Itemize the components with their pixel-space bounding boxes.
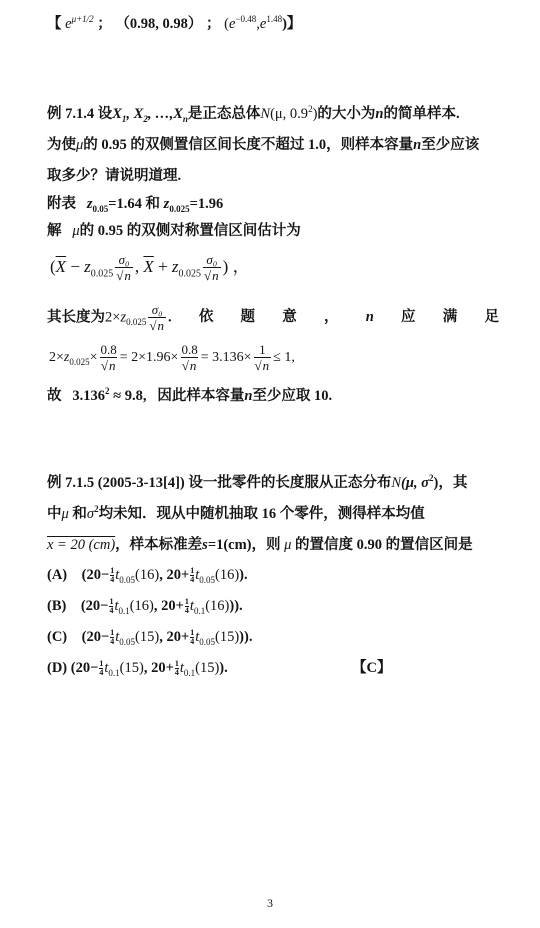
text: 是正态总体 [187,106,261,122]
subscript: 0.1 [108,667,120,678]
e-base: e [65,16,72,32]
t-symbol: t [115,567,120,583]
mu-symbol: μ [76,137,84,153]
mu-symbol: μ [72,223,80,239]
text: , 20+ [153,598,184,614]
paren-open: ( [224,16,229,32]
subscript: 0.025 [69,356,90,367]
numerator: 1 [190,628,195,638]
text: )，其 [433,475,468,491]
sigma-over-sqrt-n: $\frac{\text{σ₀}}{√n}$ [149,302,164,333]
subscript: 0.025 [90,268,114,280]
subscript: 0.05 [199,574,215,585]
ex714-line2 [47,135,479,155]
t-symbol: t [114,598,119,614]
frac-1-4 [99,660,103,677]
df: (16) [129,598,154,614]
text: ，样本标准差 [115,537,203,553]
minus: − [70,257,80,276]
top-answer-line [47,14,301,34]
text: 的置信度 0.90 的置信区间是 [295,537,473,553]
normal-params: (μ, σ [401,475,429,491]
subscript: 0.025 [126,317,147,328]
page-number: 3 [267,896,273,910]
radicand: n [124,268,131,284]
z-symbol: z [84,257,91,276]
frac-08-sqrt-n: $\frac{0.8}{√n}$ [181,341,198,373]
frac-1-4 [109,598,113,615]
superscript: 2 [105,386,110,397]
n-symbol: n [244,388,253,404]
radicand: n [157,318,164,333]
text: 题 [240,309,256,325]
comma: , [134,257,140,276]
z-symbol: z [120,309,127,326]
answer-text: 【C】 [352,660,392,676]
text: ). [239,567,248,583]
option-label: (B) [47,598,67,614]
text: , 20+ [159,629,190,645]
e-exponent: μ+1/2 [71,14,94,25]
ex715-line2 [47,504,425,524]
text: 均未知．现从中随机抽取 16 个零件，测得样本均值 [98,506,425,522]
length-line-justified [47,302,499,334]
sigma-symbol: σ [86,506,95,522]
superscript: 2 [308,104,313,115]
table-label: 附表 [47,196,76,212]
frac-1-4 [185,598,189,615]
z-symbol: z [63,350,70,365]
frac-1-4 [190,567,194,584]
radicand: n [108,357,116,373]
z-symbol: z [163,196,170,212]
numerator: 1 [184,597,189,607]
s-symbol: s [202,537,208,553]
radicand: n [212,268,219,284]
inequality-formula [49,341,295,375]
xbar-equation [47,537,115,553]
denominator: 4 [190,637,195,647]
length-expression: 其长度为$2\times z_{0.025}$ $\frac{\text{σ₀}}{√n}$ . [47,302,172,333]
denominator: 4 [109,606,114,616]
sample-vars: $X_1$, $X_2$, $\dots,X_n$ [112,106,188,124]
sigma-over-sqrt-n: $\frac{\text{σ₀}}{√n}$ [204,252,219,284]
comma: , [256,16,260,32]
numerator: 1 [174,659,179,669]
df: (16) [214,567,240,583]
superscript: 2 [429,473,434,484]
length-line [47,302,499,334]
text: (20− [80,598,109,614]
normal-params: (μ, 0.9 [270,106,309,122]
subscript: 0.05 [92,203,109,214]
subscript: 0.1 [193,605,206,616]
value: =1.64 [108,196,142,212]
text: 设 [97,106,113,122]
text: 故 [47,388,62,404]
option-b [47,596,243,616]
subscript: 0.05 [119,574,136,585]
value: 2× [105,309,121,326]
text: 的简单样本. [383,106,460,122]
text: , 20+ [159,567,190,583]
numerator: 1 [109,597,114,607]
option-label: (D) [47,660,68,676]
text: ≤ 1, [273,350,295,365]
normal-symbol: N [391,475,402,491]
denominator: 4 [99,668,104,678]
option-c [47,627,252,647]
text: 和 [145,196,161,212]
text: 满 [442,309,458,325]
text: 的 0.95 的双侧对称置信区间估计为 [79,223,301,239]
option-a [47,565,248,585]
numerator: 1 [99,659,104,669]
denominator: 4 [110,575,115,585]
source-ref: (2005-3-13[4]) [97,475,185,491]
superscript: 2 [94,504,99,515]
z-symbol: z [171,257,179,276]
ex715-line3 [47,535,473,555]
text: (20− [70,660,99,676]
normal-symbol: N [260,106,271,122]
e-base: e [229,16,236,32]
answer-label [352,658,391,678]
text: )). [239,629,253,645]
text: = 2×1.96× [119,350,179,365]
text: 至少应该 [421,137,480,153]
n-symbol: n [375,106,384,122]
ex715-line1 [47,473,467,493]
text: (20− [81,629,110,645]
text: , 20+ [143,660,174,676]
e-base: e [259,16,267,32]
text: 因此样本容量 [157,388,245,404]
paren: ) [312,106,318,122]
numerator: 0.8 [181,341,198,357]
xbar-symbol: $\overline{X}$ [143,257,154,276]
xbar-value: x = 20 (cm) [47,537,116,553]
df: (15) [214,629,240,645]
denominator: 4 [190,575,195,585]
text: ). [219,660,228,676]
numerator: 1 [110,566,115,576]
numerator: σ₀ [118,252,130,268]
option-label: (C) [47,629,68,645]
ex714-line1 [47,104,460,124]
text: 足 [484,309,499,325]
subscript: 0.1 [118,605,130,616]
value: 3.136 [72,388,105,404]
text: = 3.136× [200,350,252,365]
ex714-table-line [47,194,223,214]
n-symbol: n [365,309,374,325]
n-symbol: n [413,137,422,153]
separator: ； [206,16,221,32]
mu-symbol: μ [61,506,69,522]
subscript: 0.025 [178,268,202,280]
text: 依 [198,309,214,325]
t-symbol: t [179,660,184,676]
subscript: 0.1 [183,667,196,678]
subscript: 0.05 [199,636,215,647]
text: 至少应取 10. [252,388,333,404]
mu-symbol: μ [284,537,292,553]
text: 的大小为 [317,106,376,122]
frac-1-4 [175,660,179,677]
text: 其长度为 [47,309,105,326]
exponent-2: 1.48 [266,14,283,25]
radicand: n [189,357,197,373]
frac-1-4 [110,567,114,584]
text: ≈ 9.8, [113,388,147,404]
text: 和 [72,506,87,522]
conclusion-line [47,386,332,406]
text: 意 [282,309,297,325]
value: =1.96 [189,196,224,212]
subscript: 0.025 [169,203,190,214]
t-symbol: t [115,629,120,645]
text: 中 [47,506,62,522]
numerator: 1 [190,566,195,576]
text: 应 [401,309,416,325]
separator: ； [97,16,112,32]
xbar-symbol: $\overline{X}$ [55,257,67,276]
paren: ) [222,257,229,276]
pair-value: （0.98, 0.98） [115,16,203,32]
numerator: σ₀ [151,302,163,317]
df: (15) [135,629,160,645]
option-d [47,658,399,678]
df: (16) [205,598,230,614]
plus: + [158,257,168,276]
paren: ( [50,257,56,276]
option-label: (A) [47,567,68,583]
ex714-solution-line [47,221,301,241]
frac-1-4 [190,629,194,646]
bracket-open: 【 [47,16,62,32]
df: (15) [195,660,220,676]
subscript: 0.05 [119,636,136,647]
sigma-over-sqrt-n: $\frac{\text{σ₀}}{√n}$ [116,252,131,284]
text: 为使 [47,137,76,153]
frac-08-sqrt-n: $\frac{0.8}{√n}$ [100,341,117,373]
ex714-line3 [47,166,181,186]
df: (15) [119,660,144,676]
text: 设一批零件的长度服从正态分布 [188,475,392,491]
example-label: 例 7.1.5 [47,475,95,491]
z-symbol: z [86,196,93,212]
bracket-close: )】 [282,16,302,32]
t-symbol: t [104,660,109,676]
solution-label: 解 [47,223,62,239]
numerator: 0.8 [100,341,117,357]
value: 2× [49,350,64,365]
radicand: n [262,357,270,373]
df: (16) [135,567,160,583]
text: ， [323,309,339,325]
example-label: 例 7.1.4 [47,106,95,122]
text: =1(cm)，则 [207,537,281,553]
denominator: 4 [184,606,189,616]
text: (20− [81,567,110,583]
numerator: 1 [259,341,266,357]
t-symbol: t [189,598,194,614]
text: 取多少？请说明道理. [47,168,182,184]
comma: ， [232,257,250,276]
numerator: 1 [110,628,115,638]
text: 的 0.95 的双侧置信区间长度不超过 1.0，则样本容量 [83,137,414,153]
text: )). [229,598,243,614]
exponent-1: −0.48 [235,14,257,25]
denominator: 4 [174,668,179,678]
frac-1-4 [110,629,114,646]
frac-1-sqrt-n: $\frac{1}{√n}$ [254,341,270,373]
t-symbol: t [195,567,200,583]
t-symbol: t [195,629,200,645]
ci-formula [50,248,250,286]
times: × [89,350,98,365]
numerator: σ₀ [206,252,218,268]
denominator: 4 [110,637,115,647]
